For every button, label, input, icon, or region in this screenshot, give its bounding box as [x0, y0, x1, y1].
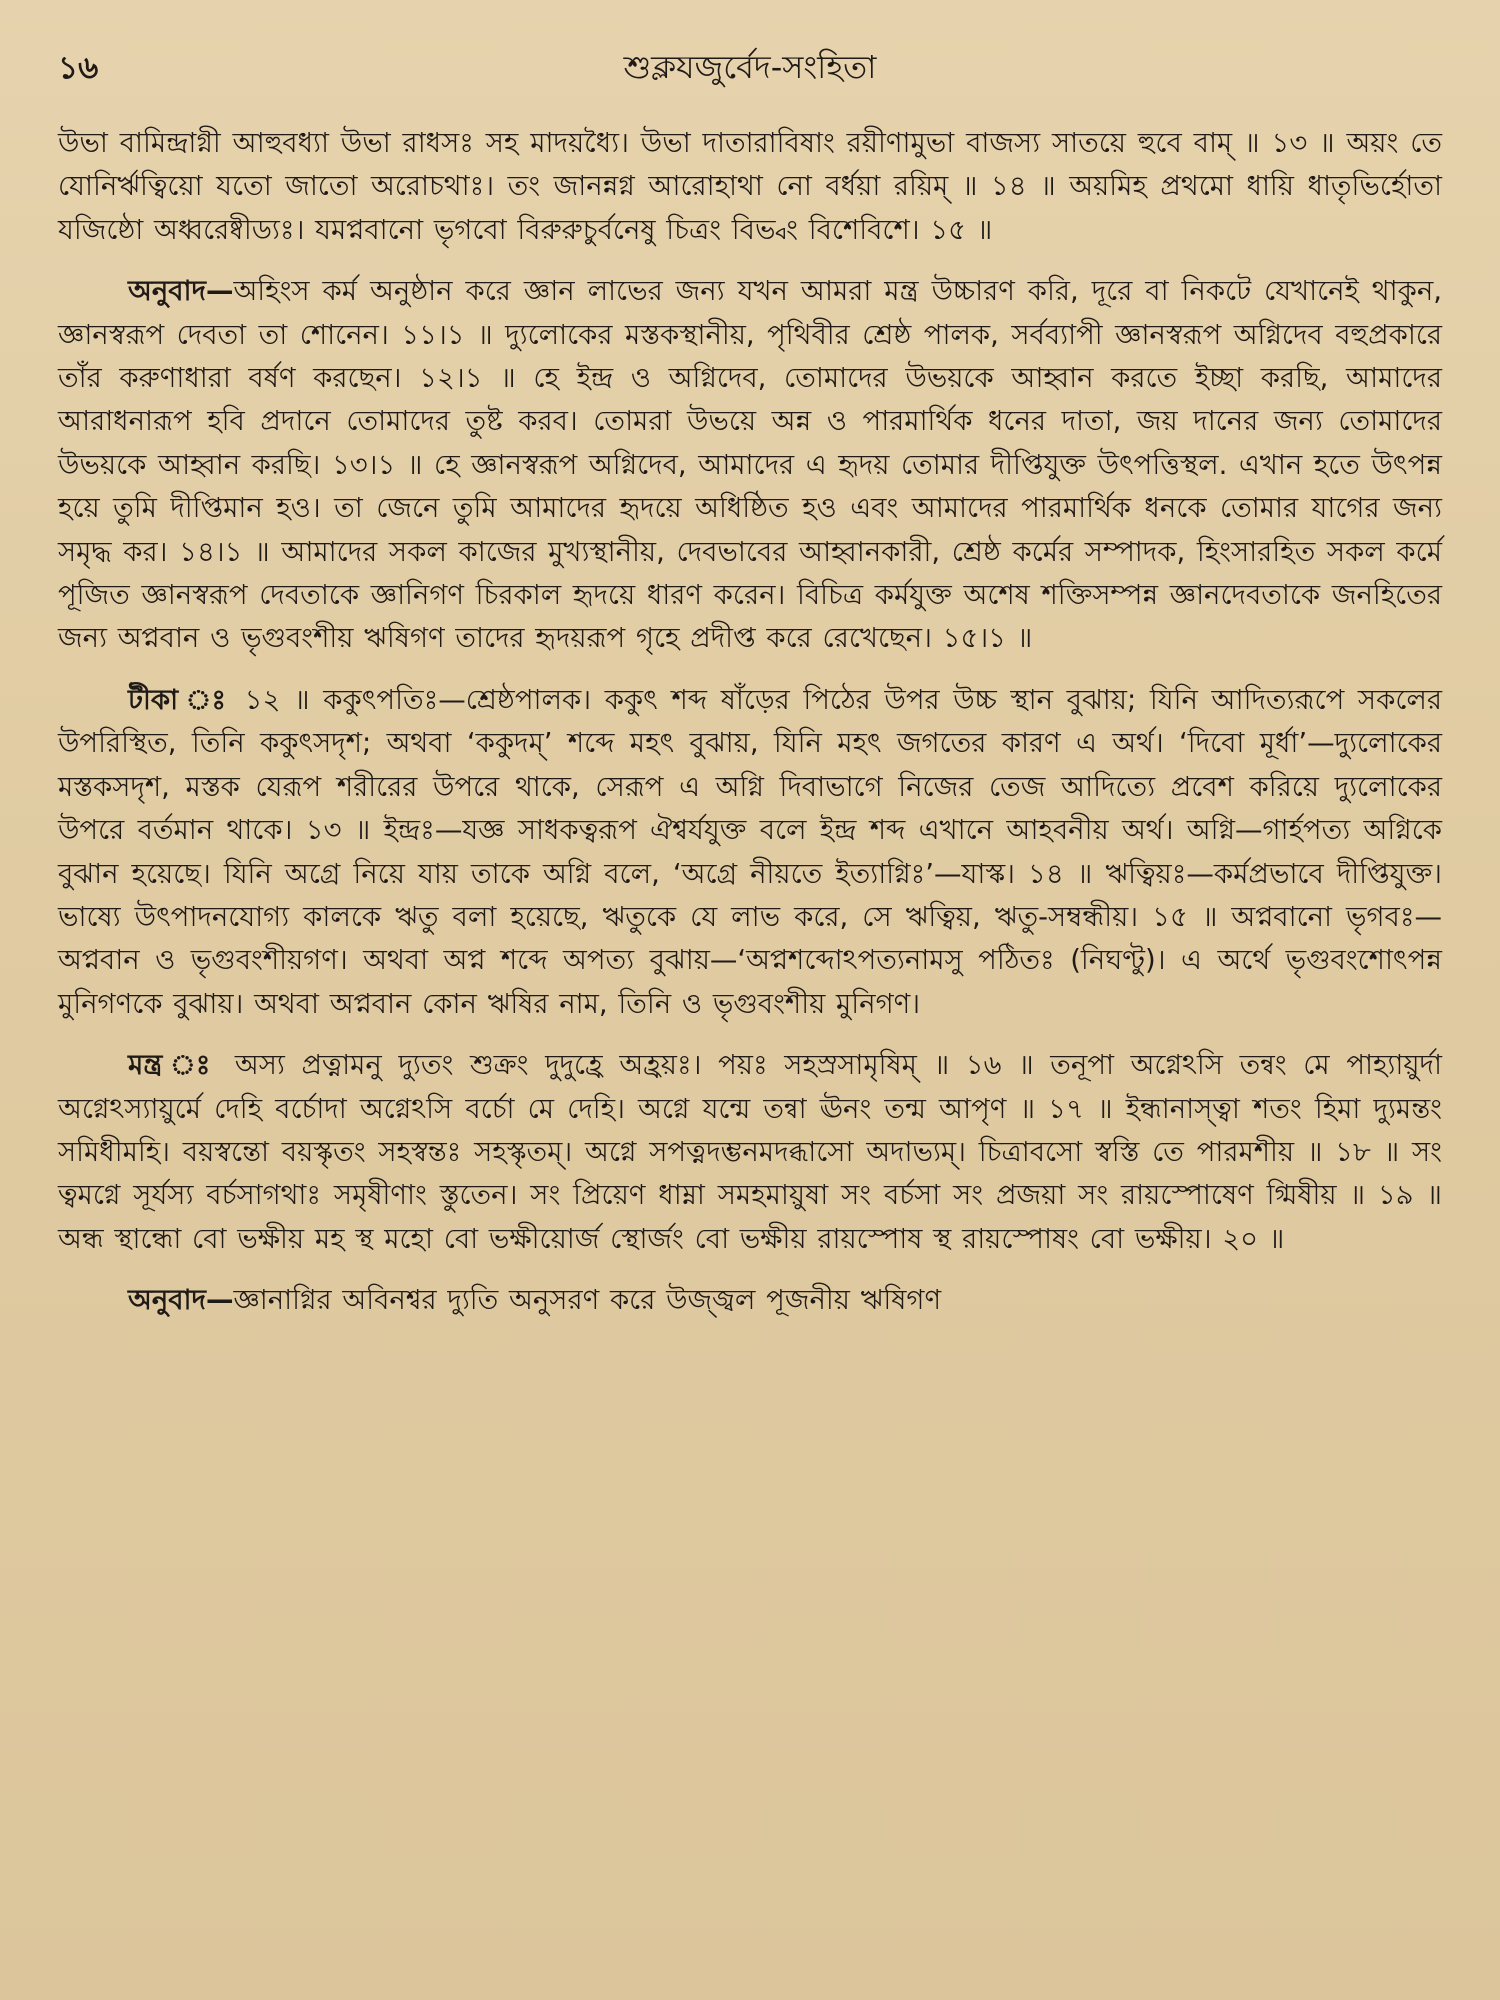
- translation-text: জ্ঞানাগ্নির অবিনশ্বর দ্যুতি অনুসরণ করে উজ্জ্বল পূজনীয় ঋষিগণ: [233, 1284, 942, 1317]
- translation-label: অনুবাদ—: [128, 1284, 234, 1317]
- running-title: শুক্লযজুর্বেদ-সংহিতা: [623, 48, 877, 86]
- translation-text: অহিংস কর্ম অনুষ্ঠান করে জ্ঞান লাভের জন্য যখন আমরা মন্ত্র উচ্চারণ করি, দূরে বা নিকটে যেখানেই থাকুন, জ্ঞানস্বরূপ দেবতা তা শোনেন। ১১।১ ॥ দ্যুলোকের মস্তকস্থানীয়, পৃথিবীর শ্রেষ্ঠ পালক, সর্বব্যাপী জ্ঞানস্বরূপ অগ্নিদেব বহুপ্রকারে তাঁর করুণাধারা বর্ষণ করছেন। ১২।১ ॥ হে ইন্দ্র ও অগ্নিদেব, তোমাদের উভয়কে আহ্বান করতে ইচ্ছা করছি, আমাদের আরাধনারূপ হবি প্রদানে তোমাদের তুষ্ট করব। তোমরা উভয়ে অন্ন ও পারমার্থিক ধনের দাতা, জয় দানের জন্য তোমাদের উভয়কে আহ্বান করছি। ১৩।১ ॥ হে জ্ঞানস্বরূপ অগ্নিদেব, আমাদের এ হৃদয় তোমার দীপ্তিযুক্ত উৎপত্তিস্থল. এখান হতে উৎপন্ন হয়ে তুমি দীপ্তিমান হও। তা জেনে তুমি আমাদের হৃদয়ে অধিষ্ঠিত হও এবং আমাদের পারমার্থিক ধনকে তোমার যাগের জন্য সমৃদ্ধ কর। ১৪।১ ॥ আমাদের সকল কাজের মুখ্যস্থানীয়, দেবভাবের আহ্বানকারী, শ্রেষ্ঠ কর্মের সম্পাদক, হিংসারহিত সকল কর্মে পূজিত জ্ঞানস্বরূপ দেবতাকে জ্ঞানিগণ চিরকাল হৃদয়ে ধারণ করেন। বিচিত্র কর্মযুক্ত অশেষ শক্তিসম্পন্ন জ্ঞানদেবতাকে জনহিতের জন্য অপ্নবান ও ভৃগুবংশীয় ঋষিগণ তাদের হৃদয়রূপ গৃহে প্রদীপ্ত করে রেখেছেন। ১৫।১ ॥: [58, 275, 1442, 655]
- paragraph-gap: [58, 661, 1442, 679]
- translation-block-2: [58, 1279, 1442, 1322]
- commentary-block: [58, 679, 1442, 1026]
- page-header: [58, 38, 1442, 100]
- mantra-text: উভা বামিন্দ্রাগ্নী আহুবধ্যা উভা রাধসঃ সহ মাদয়ধ্যৈ। উভা দাতারাবিষাং রয়ীণামুভা বাজস্য সাতয়ে হুবে বাম্ ॥ ১৩ ॥ অয়ং তে যোনির্ঋত্বিয়ো যতো জাতো অরোচথাঃ। তং জানন্নগ্ন আরোহাথা নো বর্ধয়া রয়িম্ ॥ ১৪ ॥ অয়মিহ প্রথমো ধায়ি ধাতৃভির্হোতা যজিষ্ঠো অধ্বরেষ্বীড্যঃ। যমপ্নবানো ভৃগবো বিরুরুচুর্বনেষু চিত্রং বিভ্বং বিশেবিশে। ১৫ ॥: [58, 127, 1442, 246]
- mantra-text: অস্য প্রত্নামনু দ্যুতং শুক্রং দুদুহ্রে অহ্রয়ঃ। পয়ঃ সহস্রসামৃষিম্ ॥ ১৬ ॥ তনূপা অগ্নেঽসি তন্বং মে পাহ্যায়ুর্দা অগ্নেঽস্যায়ুর্মে দেহি বর্চোদা অগ্নেঽসি বর্চো মে দেহি। অগ্নে যন্মে তন্বা ঊনং তন্ম আপৃণ ॥ ১৭ ॥ ইন্ধানাস্ত্বা শতং হিমা দ্যুমন্তং সমিধীমহি। বয়স্বন্তো বয়স্কৃতং সহস্বন্তঃ সহস্কৃতম্। অগ্নে সপত্নদম্ভনমদব্ধাসো অদাভ্যম্। চিত্রাবসো স্বস্তি তে পারমশীয় ॥ ১৮ ॥ সং ত্বমগ্নে সূর্যস্য বর্চসাগথাঃ সমৃষীণাং স্তুতেন। সং প্রিয়েণ ধাম্না সমহমায়ুষা সং বর্চসা সং প্রজয়া সং রায়স্পোষেণ গ্মিষীয় ॥ ১৯ ॥ অন্ধ স্থান্ধো বো ভক্ষীয় মহ স্থ মহো বো ভক্ষীয়োর্জ স্থোর্জং বো ভক্ষীয় রায়স্পোষ স্থ রায়স্পোষং বো ভক্ষীয়। ২০ ॥: [58, 1049, 1442, 1255]
- mantra-block-1: [58, 122, 1442, 252]
- translation-block-1: [58, 270, 1442, 661]
- paragraph-gap: [58, 252, 1442, 270]
- mantra-label: মন্ত্র ঃ: [128, 1049, 219, 1082]
- commentary-text: ১২ ॥ ককুৎপতিঃ—শ্রেষ্ঠপালক। ককুৎ শব্দ ষাঁড়ের পিঠের উপর উচ্চ স্থান বুঝায়; যিনি আদিত্যরূপে সকলের উপরিস্থিত, তিনি ককুৎসদৃশ; অথবা ‘ককুদম্’ শব্দে মহৎ বুঝায়, যিনি মহৎ জগতের কারণ এ অর্থ। ‘দিবো মূর্ধা’—দ্যুলোকের মস্তকসদৃশ, মস্তক যেরূপ শরীরের উপরে থাকে, সেরূপ এ অগ্নি দিবাভাগে নিজের তেজ আদিত্যে প্রবেশ করিয়ে দ্যুলোকের উপরে বর্তমান থাকে। ১৩ ॥ ইন্দ্রঃ—যজ্ঞ সাধকত্বরূপ ঐশ্বর্যযুক্ত বলে ইন্দ্র শব্দ এখানে আহবনীয় অর্থ। অগ্নি—গার্হপত্য অগ্নিকে বুঝান হয়েছে। যিনি অগ্রে নিয়ে যায় তাকে অগ্নি বলে, ‘অগ্রে নীয়তে ইত্যাগ্নিঃ’—যাস্ক। ১৪ ॥ ঋত্বিয়ঃ—কর্মপ্রভাবে দীপ্তিযুক্ত। ভাষ্যে উৎপাদনযোগ্য কালকে ঋতু বলা হয়েছে, ঋতুকে যে লাভ করে, সে ঋত্বিয়, ঋতু-সম্বন্ধীয়। ১৫ ॥ অপ্নবানো ভৃগবঃ—অপ্নবান ও ভৃগুবংশীয়গণ। অথবা অপ্ন শব্দে অপত্য বুঝায়—‘অপ্নশব্দোঽপত্যনামসু পঠিতঃ (নিঘণ্টু)। এ অর্থে ভৃগুবংশোৎপন্ন মুনিগণকে বুঝায়। অথবা অপ্নবান কোন ঋষির নাম, তিনি ও ভৃগুবংশীয় মুনিগণ।: [58, 683, 1442, 1020]
- commentary-label: টীকা ঃ: [128, 683, 232, 716]
- paragraph-gap: [58, 1261, 1442, 1279]
- translation-label: অনুবাদ—: [128, 275, 234, 308]
- paragraph-gap: [58, 1026, 1442, 1044]
- mantra-block-2: [58, 1044, 1442, 1261]
- page-number: ১৬: [58, 50, 99, 86]
